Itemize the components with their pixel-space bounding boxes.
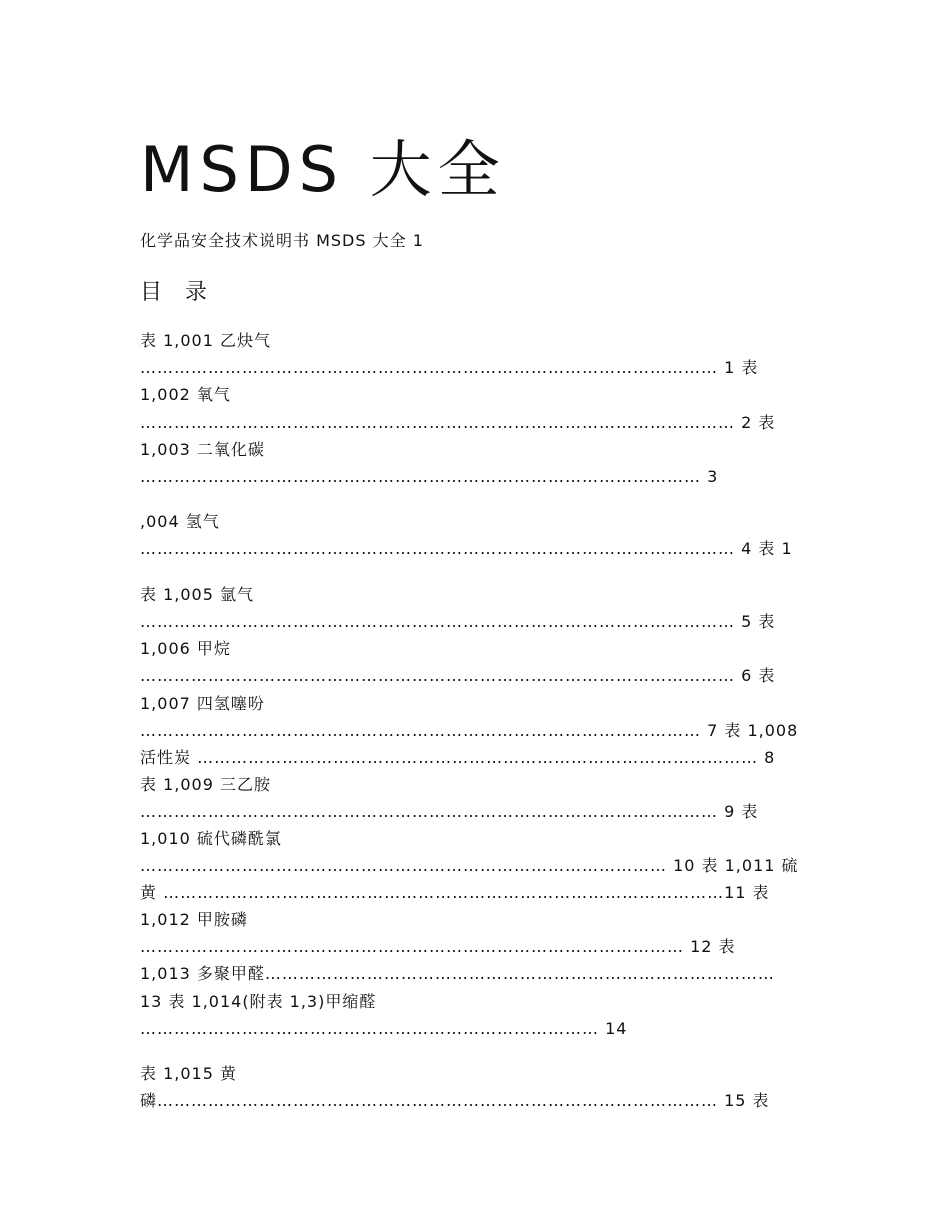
document-title: MSDS 大全 [140, 133, 506, 206]
toc-line: ……………………………………………………………………… 14 [140, 1019, 628, 1038]
toc-line: 黄 ………………………………………………………………………………………11 表 [140, 883, 770, 902]
toc-line: …………………………………………………………………………………………… 2 表 [140, 413, 776, 432]
document-subtitle: 化学品安全技术说明书 MSDS 大全 1 [140, 231, 424, 250]
toc-line: 表 1,005 氩气 [140, 585, 254, 604]
toc-line: 表 1,015 黄 [140, 1064, 237, 1083]
toc-line: 1,006 甲烷 [140, 639, 231, 658]
toc-line: ……………………………………………………………………………………… 3 [140, 467, 719, 486]
toc-line: ,004 氢气 [140, 512, 220, 531]
toc-line: ………………………………………………………………………………… 10 表 1,011 硫 [140, 856, 799, 875]
toc-line: …………………………………………………………………………………………… 6 表 [140, 666, 776, 685]
toc-line: 1,010 硫代磷酰氯 [140, 829, 282, 848]
toc-line: 1,003 二氧化碳 [140, 440, 265, 459]
toc-line: 1,012 甲胺磷 [140, 910, 248, 929]
toc-line: ……………………………………………………………………………………… 7 表 1,008 [140, 721, 799, 740]
toc-line: …………………………………………………………………………………………… 4 表 1 [140, 539, 793, 558]
toc-line: …………………………………………………………………………………………… 5 表 [140, 612, 776, 631]
toc-line: 1,007 四氢噻吩 [140, 694, 265, 713]
toc-line: 表 1,009 三乙胺 [140, 775, 271, 794]
toc-line: ………………………………………………………………………………………… 1 表 [140, 358, 759, 377]
toc-line: ………………………………………………………………………………………… 9 表 [140, 802, 759, 821]
toc-line: 表 1,001 乙炔气 [140, 331, 271, 350]
toc-line: 活性炭 ……………………………………………………………………………………… 8 [140, 748, 776, 767]
toc-heading: 目 录 [140, 280, 215, 305]
toc-line: …………………………………………………………………………………… 12 表 [140, 937, 736, 956]
toc-line: 磷……………………………………………………………………………………… 15 表 [140, 1091, 770, 1110]
toc-line: 1,013 多聚甲醛……………………………………………………………………………… [140, 964, 775, 983]
toc-line: 1,002 氧气 [140, 385, 231, 404]
toc-line: 13 表 1,014(附表 1,3)甲缩醛 [140, 992, 377, 1011]
